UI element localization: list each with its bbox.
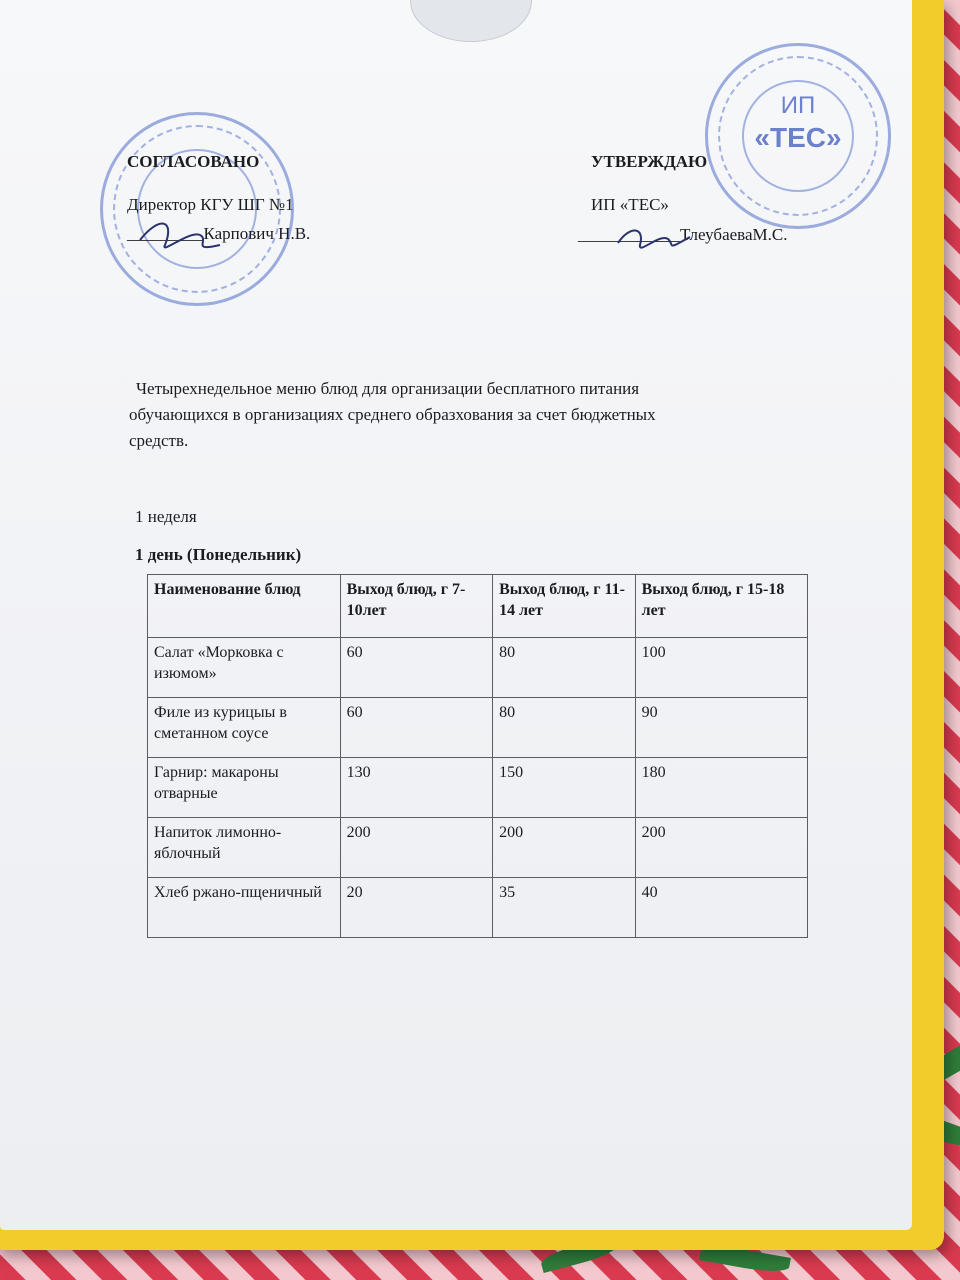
dish-name-cell: Филе из курицыы в сметанном соусе: [148, 698, 341, 758]
intro-line-3: средств.: [129, 431, 189, 450]
frame-thumb-notch: [410, 0, 532, 42]
director-signature-line: _________Карпович Н.В.: [127, 224, 311, 243]
stamp-inner-ring: [742, 80, 854, 192]
entrepreneur-signature-line: ____________ТлеубаеваМ.С.: [578, 225, 788, 244]
dish-name-cell: Салат «Морковка с изюмом»: [148, 638, 341, 698]
portion-cell: 90: [635, 698, 807, 758]
table-row: [148, 638, 808, 698]
portion-cell: 35: [493, 878, 636, 938]
dish-name-cell: Хлеб ржано-пщеничный: [148, 878, 341, 938]
intro-line-1: Четырехнедельное меню блюд для организации бесплатного питания: [136, 379, 640, 398]
portion-cell: 130: [340, 758, 492, 818]
portion-cell: 60: [340, 698, 492, 758]
left-signature-mark: [130, 210, 240, 260]
portion-cell: 60: [340, 638, 492, 698]
header-portion-11-14: Выход блюд, г 11-14 лет: [493, 575, 636, 638]
portion-cell: 80: [493, 638, 636, 698]
table-row: [148, 698, 808, 758]
dish-name-cell: Напиток лимонно-яблочный: [148, 818, 341, 878]
header-portion-7-10: Выход блюд, г 7-10лет: [340, 575, 492, 638]
approval-heading-right: УТВЕРЖДАЮ: [591, 152, 708, 171]
header-dish-name: Наименование блюд: [148, 575, 341, 638]
portion-cell: 180: [635, 758, 807, 818]
portion-cell: 20: [340, 878, 492, 938]
right-round-stamp: [705, 43, 891, 229]
portion-cell: 150: [493, 758, 636, 818]
week-label: 1 неделя: [135, 507, 197, 526]
approval-heading-left: СОГЛАСОВАНО: [127, 152, 260, 171]
menu-table: [147, 574, 808, 938]
director-role: Директор КГУ ШГ №1: [127, 195, 294, 214]
portion-cell: 200: [340, 818, 492, 878]
day-label: 1 день (Понедельник): [135, 545, 302, 564]
intro-line-2: обучающихся в организациях среднего образхования за счет бюджетных: [129, 405, 656, 424]
table-row: [148, 758, 808, 818]
table-row: [148, 878, 808, 938]
stamp-text-line2: «ТЕС»: [754, 122, 842, 153]
portion-cell: 40: [635, 878, 807, 938]
table-header-row: [148, 575, 808, 638]
entrepreneur-role: ИП «ТЕС»: [591, 195, 669, 214]
right-signature-mark: [610, 215, 700, 260]
header-portion-15-18: Выход блюд, г 15-18 лет: [635, 575, 807, 638]
stamp-text-line1: ИП: [780, 92, 816, 119]
table-row: [148, 818, 808, 878]
portion-cell: 100: [635, 638, 807, 698]
portion-cell: 80: [493, 698, 636, 758]
portion-cell: 200: [635, 818, 807, 878]
dish-name-cell: Гарнир: макароны отварные: [148, 758, 341, 818]
portion-cell: 200: [493, 818, 636, 878]
